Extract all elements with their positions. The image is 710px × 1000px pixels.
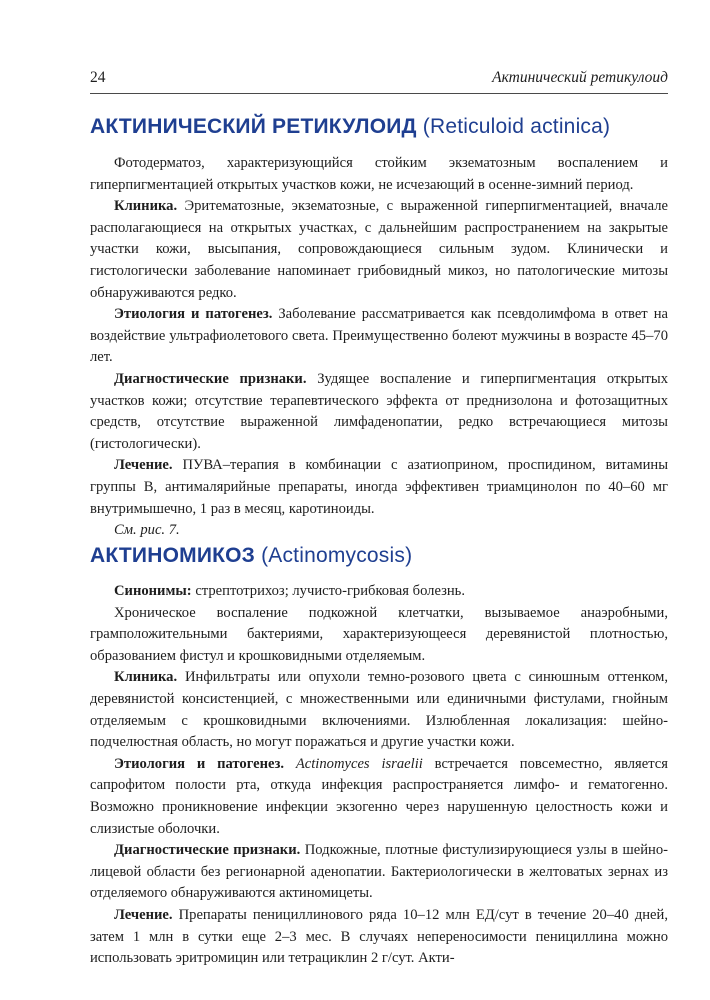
- paragraph-treatment: [90, 905, 668, 970]
- paragraph-synonyms: [90, 581, 668, 603]
- diagnostic-text: Подкожные, плотные фистулизирующиеся узлы в шейно-лицевой области без регионарной аденопатии. Бактериологически в желтоватых зернах из отделяемого обнаруживаются актиномицеты.: [90, 842, 668, 902]
- clinic-label: Клиника.: [114, 198, 178, 215]
- paragraph-treatment: [90, 455, 668, 520]
- section-title-actinic-reticuloid: [90, 115, 680, 139]
- clinic-label: Клиника.: [114, 669, 178, 686]
- section-title-latin: (Reticuloid actinica): [422, 115, 611, 138]
- treatment-label: Лечение.: [114, 457, 173, 474]
- etiology-label: Этиология и патогенез.: [114, 755, 285, 772]
- clinic-text: Эритематозные, экзематозные, с выраженной гиперпигментацией, вначале располагающиеся на открытых участках, с дальнейшим распространением на закрытые участки кожи, высыпания, сопровождающиеся сильным зудом. Клинически и гистологически заболевание напоминает грибовидный микоз, но патологические митозы обнаруживаются редко.: [90, 198, 668, 301]
- page-number: 24: [90, 69, 106, 86]
- clinic-text: Инфильтраты или опухоли темно-розового цвета с синюшным оттенком, деревянистой консистенцией, с множественными или единичными фистулами, гнойным отделяемым с крошковидными включениями. Излюбленная локализация: шейно-подчелюстная область, но могут поражаться и другие участки кожи.: [90, 669, 668, 751]
- paragraph-see-also: [90, 520, 668, 542]
- diagnostic-label: Диагностические признаки.: [114, 842, 301, 859]
- paragraph-etiology: [90, 754, 668, 840]
- paragraph-definition: [90, 603, 668, 668]
- paragraph-clinic: [90, 196, 668, 304]
- see-figure-reference: См. рис. 7.: [114, 522, 180, 539]
- treatment-text: ПУВА–терапия в комбинации с азатиоприном, проспидином, витамины группы В, антималярийные препараты, иногда эффективен триамцинолон по 40–60 мг внутримышечно, 1 раз в месяц, каротиноиды.: [90, 457, 668, 517]
- paragraph-diagnostic: [90, 840, 668, 905]
- definition-text: Фотодерматоз, характеризующийся стойким экзематозным воспалением и гиперпигментацией открытых участков кожи, не исчезающий в осенне-зимний период.: [90, 155, 668, 193]
- diagnostic-label: Диагностические признаки.: [114, 370, 307, 387]
- running-title: Актинический ретикулоид: [492, 69, 668, 86]
- synonyms-label: Синонимы:: [114, 583, 192, 599]
- section-title-main: АКТИНИЧЕСКИЙ РЕТИКУЛОИД: [90, 115, 417, 138]
- etiology-text: встречается повсеместно, является сапрофитом полости рта, откуда инфекция распространяется лимфо- и гематогенно. Возможно проникновение инфекции экзогенно через нарушенную целостность кожи и слизистые оболочки.: [90, 755, 668, 837]
- etiology-label: Этиология и патогенез.: [114, 306, 273, 323]
- paragraph-diagnostic: [90, 369, 668, 455]
- section-body-actinomycosis: [90, 581, 668, 970]
- paragraph-definition: [90, 153, 668, 196]
- section-title-main: АКТИНОМИКОЗ: [90, 544, 256, 567]
- running-header: [90, 69, 668, 91]
- section-body-actinic-reticuloid: [90, 153, 668, 542]
- paragraph-clinic: [90, 667, 668, 753]
- etiology-text: Заболевание рассматривается как псевдолимфома в ответ на воздействие ультрафиолетового света. Преимущественно болеют мужчины в возрасте 45–70 лет.: [90, 306, 668, 366]
- definition-text: Хроническое воспаление подкожной клетчатки, вызываемое анаэробными, грамположительными бактериями, характеризующееся деревянистой плотностью, образованием фистул и крошковидными отделяемым.: [90, 604, 668, 664]
- treatment-label: Лечение.: [114, 906, 173, 923]
- synonyms-text: стрептотрихоз; лучисто-грибковая болезнь.: [191, 583, 465, 599]
- section-title-latin: (Actinomycosis): [261, 544, 413, 567]
- etiology-organism: Actinomyces israelii: [284, 755, 423, 772]
- header-rule: [90, 93, 668, 94]
- diagnostic-text: Зудящее воспаление и гиперпигментация открытых участков кожи; отсутствие терапевтического эффекта от преднизолона и фотозащитных средств, отсутствие выраженной лимфаденопатии, редко встречающиеся митозы (гистологически).: [90, 370, 668, 452]
- treatment-text: Препараты пенициллинового ряда 10–12 млн ЕД/сут в течение 20–40 дней, затем 1 млн в сутки еще 2–3 мес. В случаях непереносимости пенициллина можно использовать эритромицин или тетрациклин 2 г/сут. Акти-: [90, 906, 668, 967]
- section-title-actinomycosis: [90, 544, 680, 568]
- paragraph-etiology: [90, 304, 668, 369]
